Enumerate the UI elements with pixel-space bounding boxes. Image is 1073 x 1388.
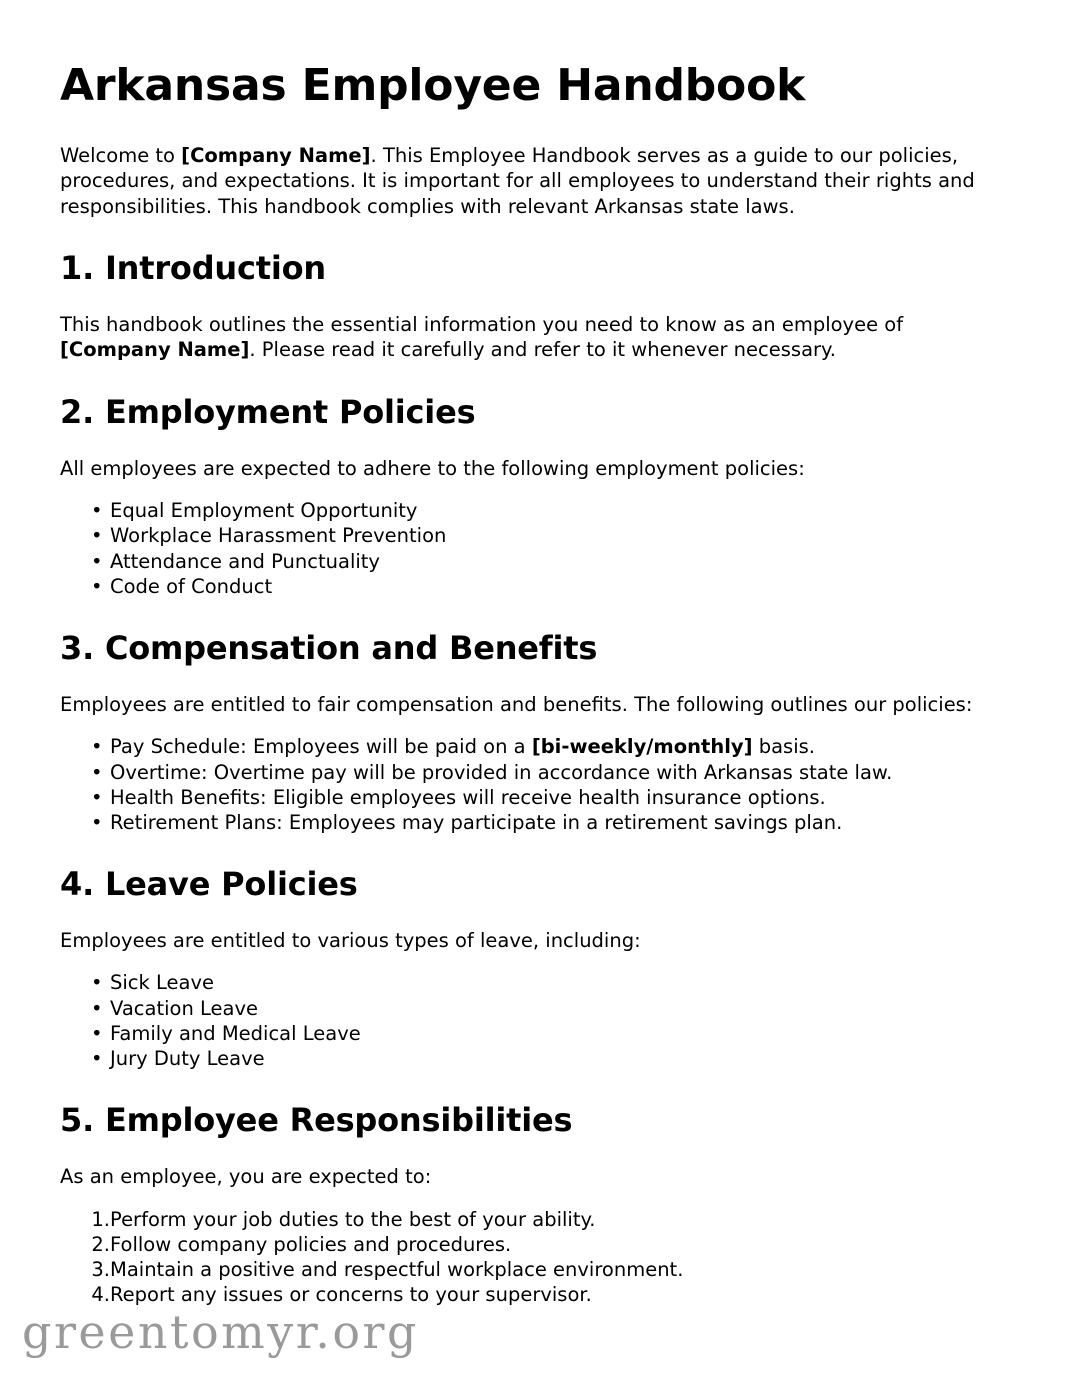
bullet-marker: • — [91, 785, 103, 809]
list-item-label: Attendance and Punctuality — [110, 549, 380, 573]
section-paragraph: As an employee, you are expected to: — [60, 1165, 432, 1189]
list-number-marker: 3. — [91, 1258, 110, 1281]
list-item-label: Report any issues or concerns to your supervisor. — [110, 1283, 592, 1307]
list-item — [60, 970, 1015, 995]
ordered-list — [60, 1190, 1015, 1308]
list-item — [60, 523, 1015, 548]
intro-paragraph — [60, 110, 1015, 220]
list-item — [60, 1046, 1015, 1071]
list-item — [60, 574, 1015, 599]
list-item — [60, 1257, 1015, 1282]
list-item-label: Code of Conduct — [110, 574, 273, 598]
section-heading: 5. Employee Responsibilities — [60, 1101, 573, 1140]
list-item-label: Perform your job duties to the best of your ability. — [110, 1207, 596, 1231]
list-item — [60, 996, 1015, 1021]
bullet-list — [60, 481, 1015, 599]
list-item-label: Overtime: Overtime pay will be provided in accordance with Arkansas state law. — [110, 760, 893, 784]
section-heading: 2. Employment Policies — [60, 392, 476, 431]
list-item-label: Retirement Plans: Employees may participate in a retirement savings plan. — [110, 810, 843, 834]
list-number-marker: 4. — [91, 1283, 110, 1307]
bullet-marker: • — [91, 574, 103, 598]
paragraph-text-after: . Please read it carefully and refer to it whenever necessary. — [249, 338, 836, 362]
intro-text-before: Welcome to — [60, 143, 182, 167]
paragraph-bold-placeholder: [Company Name] — [60, 338, 250, 362]
list-item-bold-placeholder: [bi-weekly/monthly] — [531, 735, 753, 759]
list-item — [60, 760, 1015, 785]
page-title: Arkansas Employee Handbook — [60, 60, 806, 111]
section-paragraph: Employees are entitled to fair compensation and benefits. The following outlines our policies: — [60, 692, 973, 716]
list-item-text-before: Pay Schedule: Employees will be paid on a — [110, 735, 532, 759]
list-item — [60, 734, 1015, 759]
bullet-marker: • — [91, 810, 103, 834]
bullet-marker: • — [91, 735, 103, 759]
list-item — [60, 1021, 1015, 1046]
paragraph-text-before: This handbook outlines the essential information you need to know as an employee of — [60, 312, 904, 336]
list-item-label: Vacation Leave — [110, 996, 259, 1020]
list-item-label: Maintain a positive and respectful workplace environment. — [110, 1258, 684, 1281]
document-section — [60, 599, 1015, 835]
intro-text-after: . This Employee Handbook serves as a guide to our policies, procedures, and expectations. It is important for all employees to understand their rights and responsibilities. This handbook complies with relevant Arkansas state laws. — [60, 143, 975, 218]
intro-company-placeholder: [Company Name] — [181, 143, 371, 167]
bullet-marker: • — [91, 499, 103, 523]
list-item-label: Health Benefits: Eligible employees will receive health insurance options. — [110, 785, 826, 809]
bullet-marker: • — [91, 524, 103, 548]
section-paragraph — [60, 289, 1015, 363]
watermark: greentomyr.org — [22, 1305, 419, 1359]
list-number-marker: 1. — [91, 1207, 110, 1231]
bullet-marker: • — [91, 1047, 103, 1071]
list-item — [60, 1282, 1015, 1307]
section-paragraph: All employees are expected to adhere to the following employment policies: — [60, 456, 805, 480]
list-item-text-after: basis. — [752, 735, 815, 759]
list-item — [60, 810, 1015, 835]
document-section — [60, 363, 1015, 599]
list-number-marker: 2. — [91, 1232, 110, 1256]
document-section — [60, 219, 1015, 363]
section-heading: 4. Leave Policies — [60, 865, 358, 904]
bullet-marker: • — [91, 549, 103, 573]
bullet-marker: • — [91, 1021, 103, 1045]
bullet-list — [60, 717, 1015, 835]
list-item-label: Equal Employment Opportunity — [110, 499, 418, 523]
bullet-marker: • — [91, 971, 103, 995]
list-item-label: Workplace Harassment Prevention — [110, 524, 447, 548]
document-section — [60, 1071, 1015, 1307]
section-heading: 1. Introduction — [60, 249, 327, 288]
list-item — [60, 1232, 1015, 1257]
sections-container — [60, 219, 1015, 1307]
section-heading: 3. Compensation and Benefits — [60, 628, 598, 667]
bullet-marker: • — [91, 760, 103, 784]
document-section — [60, 835, 1015, 1071]
list-item-label: Jury Duty Leave — [110, 1047, 265, 1071]
list-item-label: Sick Leave — [110, 971, 215, 995]
section-paragraph: Employees are entitled to various types of leave, including: — [60, 928, 641, 952]
list-item-label: Follow company policies and procedures. — [110, 1232, 512, 1256]
bullet-marker: • — [91, 996, 103, 1020]
bullet-list — [60, 953, 1015, 1071]
list-item — [60, 498, 1015, 523]
list-item — [60, 1207, 1015, 1232]
list-item-label: Family and Medical Leave — [110, 1021, 361, 1045]
list-item — [60, 549, 1015, 574]
list-item — [60, 785, 1015, 810]
